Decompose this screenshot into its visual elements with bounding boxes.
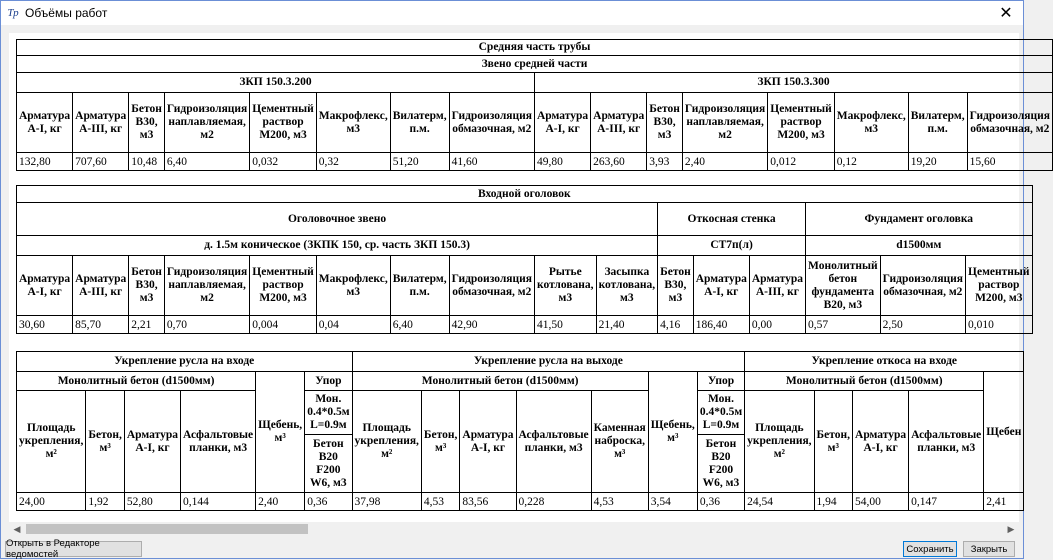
t2-header: Арматура А-I, кг xyxy=(693,256,749,316)
table1-subtitle: Звено средней части xyxy=(17,56,1053,73)
t1-header: Макрофлекс, м3 xyxy=(834,93,908,153)
t1-header: Арматура А-I, кг xyxy=(17,93,73,153)
t2-cell: 0,04 xyxy=(316,316,390,334)
t3-upor-mon-1: Мон. 0.4*0.5м L=0.9м xyxy=(305,391,352,435)
t3-upor-2: Упор xyxy=(697,372,744,391)
t3-armatura-3: Арматура А-I, кг xyxy=(853,391,909,493)
t2-header: Бетон В30, м3 xyxy=(129,256,165,316)
t3-cell: 24,54 xyxy=(745,493,814,511)
t3-cell: 2,40 xyxy=(256,493,305,511)
t1-header: Гидроизоляция обмазочная, м2 xyxy=(449,93,534,153)
t1-cell: 0,32 xyxy=(316,153,390,171)
t3-upor-beton-1: Бетон В20 F200 W6, м3 xyxy=(305,435,352,493)
t3-area-2: Площадь укрепления, м² xyxy=(352,391,421,493)
t1-header: Гидроизоляция обмазочная, м2 xyxy=(967,93,1052,153)
t2-header: Вилатерм, п.м. xyxy=(390,256,449,316)
t1-cell: 15,60 xyxy=(967,153,1052,171)
app-icon: Тр xyxy=(7,7,19,19)
t3-beton-2: Бетон, м³ xyxy=(421,391,459,493)
t1-header: Арматура А-III, кг xyxy=(591,93,647,153)
t2-cell: 85,70 xyxy=(73,316,129,334)
t1-cell: 0,12 xyxy=(834,153,908,171)
t2-cell: 42,90 xyxy=(449,316,534,334)
t1-cell: 51,20 xyxy=(390,153,449,171)
t3-cell: 4,53 xyxy=(591,493,648,511)
t2-header: Макрофлекс, м3 xyxy=(316,256,390,316)
t1-cell: 2,40 xyxy=(682,153,767,171)
window-title: Объёмы работ xyxy=(25,6,108,20)
table2-group1-sub: д. 1.5м коническое (ЗКПК 150, ср. часть ЗКП 150.3) xyxy=(17,236,658,256)
t1-cell: 41,60 xyxy=(449,153,534,171)
t1-header: Вилатерм, п.м. xyxy=(908,93,967,153)
t2-header: Арматура А-III, кг xyxy=(749,256,805,316)
t3-kamen-2: Каменная наброска, м³ xyxy=(591,391,648,493)
scrollbar-thumb[interactable] xyxy=(26,524,308,534)
t3-upor-mon-2: Мон. 0.4*0.5м L=0.9м xyxy=(697,391,744,435)
t3-upor-beton-2: Бетон В20 F200 W6, м3 xyxy=(697,435,744,493)
t3-scheben-1: Щебень, м³ xyxy=(256,372,305,493)
t3-mono-2: Монолитный бетон (d1500мм) xyxy=(352,372,648,391)
table2-group2: Откосная стенка xyxy=(658,203,806,236)
t2-header: Бетон В30, м3 xyxy=(658,256,694,316)
t2-cell: 186,40 xyxy=(693,316,749,334)
t3-armatura-2: Арматура А-I, кг xyxy=(460,391,516,493)
t2-header: Монолитный бетон фундамента В20, м3 xyxy=(806,256,881,316)
t3-scheben-2: Щебень, м³ xyxy=(648,372,697,493)
table1-title: Средняя часть трубы xyxy=(17,40,1053,56)
table3-group3: Укрепление откоса на входе xyxy=(745,352,1024,372)
t2-header: Рытье котлована, м3 xyxy=(535,256,597,316)
t1-cell: 707,60 xyxy=(73,153,129,171)
t3-armatura-1: Арматура А-I, кг xyxy=(124,391,180,493)
t3-mono-3: Монолитный бетон (d1500мм) xyxy=(745,372,984,391)
t1-cell: 49,80 xyxy=(535,153,591,171)
table1-group-left: ЗКП 150.3.200 xyxy=(17,73,535,93)
t2-cell: 2,21 xyxy=(129,316,165,334)
t2-cell: 0,57 xyxy=(806,316,881,334)
t2-cell: 0,00 xyxy=(749,316,805,334)
t3-asphalt-3: Асфальтовые планки, м3 xyxy=(909,391,984,493)
inlet-head-table xyxy=(16,185,1033,334)
t3-area-1: Площадь укрепления, м² xyxy=(17,391,86,493)
table2-group1: Оголовочное звено xyxy=(17,203,658,236)
t1-header: Гидроизоляция наплавляемая, м2 xyxy=(164,93,249,153)
table2-group3-sub: d1500мм xyxy=(806,236,1033,256)
t2-header: Арматура А-III, кг xyxy=(73,256,129,316)
reinforcement-table xyxy=(16,351,1024,511)
t2-header: Засыпка котлована, м3 xyxy=(596,256,658,316)
t3-cell: 0,147 xyxy=(909,493,984,511)
t2-header: Цементный раствор М200, м3 xyxy=(966,256,1033,316)
t3-upor-1: Упор xyxy=(305,372,352,391)
t3-cell: 37,98 xyxy=(352,493,421,511)
t1-cell: 19,20 xyxy=(908,153,967,171)
t1-cell: 0,012 xyxy=(768,153,835,171)
t1-header: Гидроизоляция наплавляемая, м2 xyxy=(682,93,767,153)
t1-header: Бетон В30, м3 xyxy=(129,93,165,153)
t2-header: Гидроизоляция обмазочная, м2 xyxy=(449,256,534,316)
scroll-right-icon[interactable]: ▶ xyxy=(1007,523,1015,534)
t2-cell: 6,40 xyxy=(390,316,449,334)
t3-cell: 1,92 xyxy=(86,493,124,511)
t1-header: Вилатерм, п.м. xyxy=(390,93,449,153)
t1-header: Цементный раствор М200, м3 xyxy=(250,93,317,153)
t1-cell: 132,80 xyxy=(17,153,73,171)
report-viewport[interactable] xyxy=(9,33,1050,527)
middle-pipe-table xyxy=(16,39,1053,171)
t3-asphalt-1: Асфальтовые планки, м3 xyxy=(181,391,256,493)
scroll-left-icon[interactable]: ◀ xyxy=(13,523,21,534)
t1-cell: 10,48 xyxy=(129,153,165,171)
t3-cell: 24,00 xyxy=(17,493,86,511)
title-bar xyxy=(1,1,1023,25)
t2-cell: 4,16 xyxy=(658,316,694,334)
t1-cell: 6,40 xyxy=(164,153,249,171)
t3-beton-1: Бетон, м³ xyxy=(86,391,124,493)
t2-cell: 30,60 xyxy=(17,316,73,334)
t2-cell: 41,50 xyxy=(535,316,597,334)
t2-cell: 0,010 xyxy=(966,316,1033,334)
table2-group2-sub: СТ7п(л) xyxy=(658,236,806,256)
t1-header: Бетон В30, м3 xyxy=(647,93,683,153)
t2-cell: 21,40 xyxy=(596,316,658,334)
t2-cell: 0,70 xyxy=(164,316,249,334)
t3-cell: 2,41 xyxy=(984,493,1024,511)
close-button[interactable]: Закрыть xyxy=(963,541,1015,557)
t3-cell: 83,56 xyxy=(460,493,516,511)
t2-cell: 2,50 xyxy=(880,316,965,334)
t1-header: Арматура А-III, кг xyxy=(73,93,129,153)
table2-title: Входной оголовок xyxy=(17,186,1033,203)
t3-cell: 1,94 xyxy=(814,493,852,511)
table1-group-right: ЗКП 150.3.300 xyxy=(535,73,1053,93)
horizontal-scrollbar[interactable] xyxy=(9,522,1019,536)
t3-asphalt-2: Асфальтовые планки, м3 xyxy=(516,391,591,493)
table2-group3: Фундамент оголовка xyxy=(806,203,1033,236)
t3-cell: 3,54 xyxy=(648,493,697,511)
open-editor-button[interactable]: Открыть в Редакторе ведомостей xyxy=(5,541,142,557)
t3-beton-3: Бетон, м³ xyxy=(814,391,852,493)
t1-header: Цементный раствор М200, м3 xyxy=(768,93,835,153)
table3-group1: Укрепление русла на входе xyxy=(17,352,353,372)
t1-header: Макрофлекс, м3 xyxy=(316,93,390,153)
t2-cell: 0,004 xyxy=(250,316,317,334)
close-window-icon[interactable]: ✕ xyxy=(999,5,1013,22)
t1-cell: 3,93 xyxy=(647,153,683,171)
t3-area-3: Площадь укрепления, м² xyxy=(745,391,814,493)
t3-cell: 0,36 xyxy=(305,493,352,511)
table3-group2: Укрепление русла на выходе xyxy=(352,352,745,372)
t3-cell: 0,36 xyxy=(697,493,744,511)
t3-scheben-3: Щебен xyxy=(984,372,1024,493)
t3-cell: 52,80 xyxy=(124,493,180,511)
t3-cell: 0,228 xyxy=(516,493,591,511)
t2-header: Арматура А-I, кг xyxy=(17,256,73,316)
t1-cell: 263,60 xyxy=(591,153,647,171)
t1-header: Арматура А-I, кг xyxy=(535,93,591,153)
t2-header: Гидроизоляция наплавляемая, м2 xyxy=(164,256,249,316)
t2-header: Цементный раствор М200, м3 xyxy=(250,256,317,316)
t3-mono-1: Монолитный бетон (d1500мм) xyxy=(17,372,256,391)
t3-cell: 54,00 xyxy=(853,493,909,511)
t2-header: Гидроизоляция обмазочная, м2 xyxy=(880,256,965,316)
t3-cell: 4,53 xyxy=(421,493,459,511)
t1-cell: 0,032 xyxy=(250,153,317,171)
t3-cell: 0,144 xyxy=(181,493,256,511)
save-button[interactable]: Сохранить xyxy=(903,541,957,557)
